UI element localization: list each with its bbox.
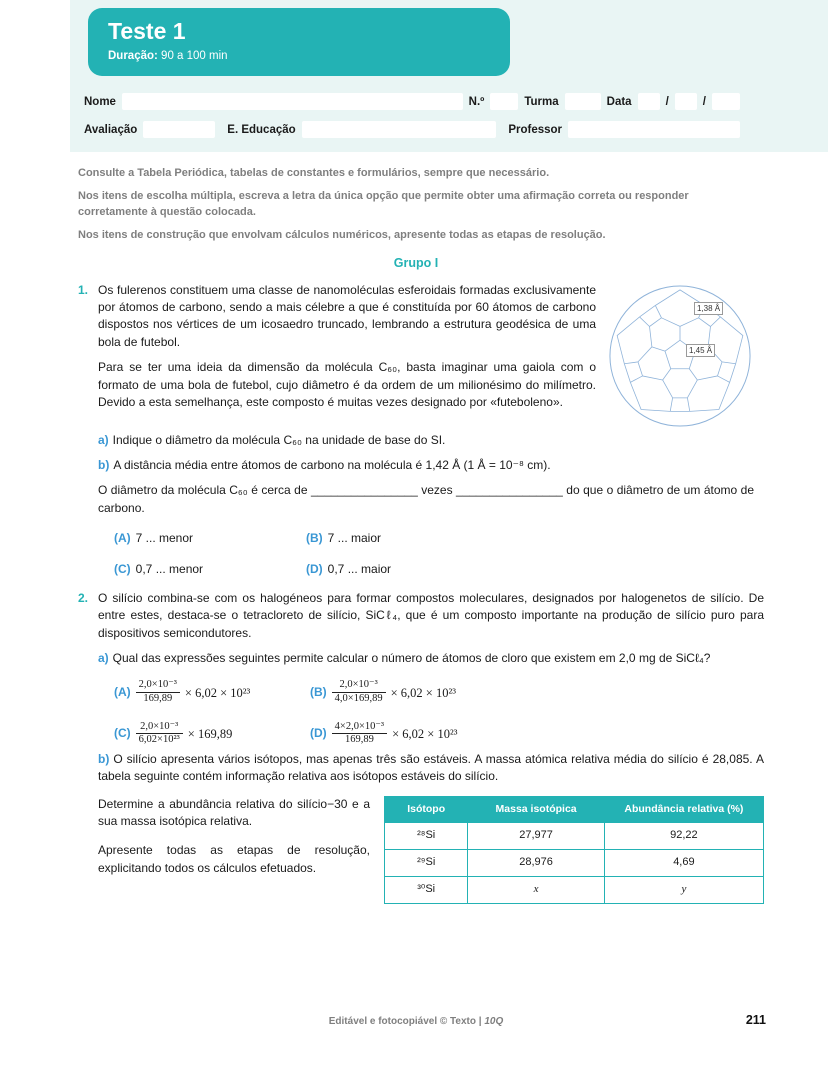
option-c: [114, 561, 306, 578]
column-header-mass: Massa isotópica: [468, 796, 604, 822]
evaluation-label: Avaliação: [84, 123, 138, 136]
date-separator: /: [702, 95, 706, 108]
guardian-label: E. Educação: [227, 123, 296, 136]
question-1a-letter: a): [98, 432, 109, 447]
test-title-card: [88, 8, 510, 76]
column-header-abundance: Abundância relativa (%): [604, 796, 763, 822]
question-1b: [98, 457, 754, 474]
math-option-a-expression: $\frac{\text{2,0×10⁻³}}{169,89}$ × 6,02 × 10²³: [136, 679, 251, 705]
question-2a-text: Qual das expressões seguintes permite calcular o número de átomos de cloro que existem em 2,0 mg de SiCℓ₄?: [112, 651, 711, 666]
footer-book-code: 10Q: [484, 1016, 504, 1027]
name-label: Nome: [84, 95, 116, 108]
class-field[interactable]: [565, 93, 601, 110]
guardian-field[interactable]: [302, 121, 497, 138]
math-option-d-letter: (D): [310, 726, 327, 741]
bond-length-label-2: 1,45 Å: [686, 344, 715, 357]
math-option-a-letter: (A): [114, 684, 131, 699]
cell-isotope-si28: ²⁸Si: [385, 822, 468, 849]
option-b-letter: (B): [306, 531, 323, 546]
form-row-2: [84, 120, 740, 139]
cell-mass-si30-unknown: x: [468, 876, 604, 903]
form-row-1: [84, 92, 740, 111]
table-row: [385, 822, 764, 849]
column-header-isotope: Isótopo: [385, 796, 468, 822]
question-2a-options: [114, 679, 764, 746]
question-1-paragraph-1: Os fulerenos constituem uma classe de nanomoléculas esferoidais formadas exclusivamente por átomos de carbono, sendo a mais célebre a que é constituída por 60 átomos de carbono dispostos nos vértices de um icosaedro truncado, lembrando a estrutura geodésica de uma bola de futebol.: [98, 282, 596, 349]
math-option-b: [310, 679, 764, 705]
cell-mass-si29: 28,976: [468, 849, 604, 876]
question-1b-fill-blank: O diâmetro da molécula C₆₀ é cerca de ________________ vezes ________________ do que o diâmetro de um átomo de carbono.: [98, 483, 754, 515]
question-2-number: 2.: [78, 590, 89, 605]
question-2b: [98, 751, 764, 786]
option-d: [306, 561, 754, 578]
name-field[interactable]: [122, 93, 463, 110]
question-2a-letter: a): [98, 651, 109, 666]
math-option-b-expression: $\frac{\text{2,0×10⁻³}}{4,0\times 169,89}$ × 6,02 × 10²³: [332, 679, 456, 705]
teacher-label: Professor: [508, 123, 562, 136]
bond-length-label-1: 1,38 Å: [694, 302, 723, 315]
option-c-letter: (C): [114, 561, 131, 576]
cell-abundance-si30-unknown: y: [604, 876, 763, 903]
question-2: [78, 590, 764, 904]
question-2-intro: O silício combina-se com os halogéneos para formar compostos moleculares, designados por halogenetos de silício. De entre estes, destaca-se o tetracloreto de silício, SiCℓ₄, que é um composto importante na produção de silício puro para dispositivos semicondutores.: [98, 590, 764, 640]
evaluation-field[interactable]: [143, 121, 215, 138]
question-1-paragraph-2: Para se ter uma ideia da dimensão da molécula C₆₀, basta imaginar uma gaiola com o formato de uma bola de futebol, cujo diâmetro é da ordem de um milionésimo do milímetro. Devido a esta semelhança, este composto é muitas vezes designado por «futeboleno».: [98, 360, 596, 409]
question-1: [78, 282, 754, 580]
date-separator: /: [665, 95, 669, 108]
question-1a-text: Indique o diâmetro da molécula C₆₀ na unidade de base do SI.: [112, 432, 446, 447]
test-title: Teste 1: [108, 18, 186, 44]
question-2b-task-1: Determine a abundância relativa do silício−30 e a sua massa isotópica relativa.: [98, 796, 370, 829]
test-body: [78, 166, 764, 914]
class-label: Turma: [524, 95, 559, 108]
cell-isotope-si30: ³⁰Si: [385, 876, 468, 903]
cell-abundance-si28: 92,22: [604, 822, 763, 849]
group-heading: Grupo I: [393, 255, 439, 270]
math-option-a: [114, 679, 310, 705]
date-label: Data: [606, 95, 632, 108]
question-2b-body: [98, 796, 764, 904]
table-row: [385, 849, 764, 876]
teacher-field[interactable]: [568, 121, 740, 138]
buckyball-molecule-drawing: [606, 282, 754, 430]
fullerene-figure: [606, 282, 754, 432]
option-d-text: 0,7 ... maior: [327, 561, 392, 576]
page-number: 211: [745, 1013, 766, 1027]
question-2a: [98, 650, 764, 667]
math-option-d-expression: $\frac{\text{4×2,0×10⁻³}}{169,89}$ × 6,02 × 10²³: [332, 721, 458, 747]
isotope-table-header-row: [385, 796, 764, 822]
question-1b-text: A distância média entre átomos de carbono na molécula é 1,42 Å (1 Å = 10⁻⁸ cm).: [113, 457, 551, 472]
option-b-text: 7 ... maior: [327, 531, 382, 546]
option-a-letter: (A): [114, 531, 131, 546]
cell-abundance-si29: 4,69: [604, 849, 763, 876]
student-info-form: [84, 92, 740, 148]
option-d-letter: (D): [306, 561, 323, 576]
date-year-field[interactable]: [712, 93, 740, 110]
question-2b-letter: b): [98, 751, 110, 766]
math-option-c-expression: $\frac{\text{2,0×10⁻³}}{\text{6,02×10²³}}$ × 169,89: [136, 721, 233, 747]
date-day-field[interactable]: [638, 93, 660, 110]
footer-copyright-text: Editável e fotocopiável © Texto |: [328, 1016, 485, 1027]
question-1b-letter: b): [98, 457, 110, 472]
math-option-c: [114, 721, 310, 747]
duration-value: 90 a 100 min: [157, 50, 228, 62]
question-1a: [98, 432, 754, 449]
math-option-d: [310, 721, 764, 747]
option-b: [306, 530, 754, 547]
isotope-table: [384, 796, 764, 904]
math-option-c-letter: (C): [114, 726, 131, 741]
cell-mass-si28: 27,977: [468, 822, 604, 849]
test-duration: [108, 50, 510, 62]
option-a-text: 7 ... menor: [135, 531, 194, 546]
question-1b-options: [114, 530, 754, 578]
instruction-1: Consulte a Tabela Periódica, tabelas de constantes e formulários, sempre que necessário.: [78, 167, 550, 179]
instruction-2: Nos itens de escolha múltipla, escreva a letra da única opção que permite obter uma afirmação correta ou responder corretamente à questão colocada.: [78, 190, 689, 218]
option-c-text: 0,7 ... menor: [135, 561, 204, 576]
question-1-number: 1.: [78, 282, 89, 297]
question-2b-task: [98, 796, 370, 904]
number-field[interactable]: [490, 93, 518, 110]
cell-isotope-si29: ²⁹Si: [385, 849, 468, 876]
instruction-3: Nos itens de construção que envolvam cálculos numéricos, apresente todas as etapas de resolução.: [78, 229, 606, 242]
footer-copyright: [78, 1016, 754, 1027]
option-a: [114, 530, 306, 547]
number-label: N.º: [468, 95, 485, 108]
duration-label: Duração:: [108, 50, 158, 62]
table-row: [385, 876, 764, 903]
date-month-field[interactable]: [675, 93, 697, 110]
math-option-b-letter: (B): [310, 684, 327, 699]
question-2b-text: O silício apresenta vários isótopos, mas apenas três são estáveis. A massa atómica relativa média do silício é 28,085. A tabela seguinte contém informação relativa aos isótopos estáveis do silício.: [98, 751, 764, 784]
question-2b-task-2: Apresente todas as etapas de resolução, explicitando todos os cálculos efetuados.: [98, 843, 370, 875]
